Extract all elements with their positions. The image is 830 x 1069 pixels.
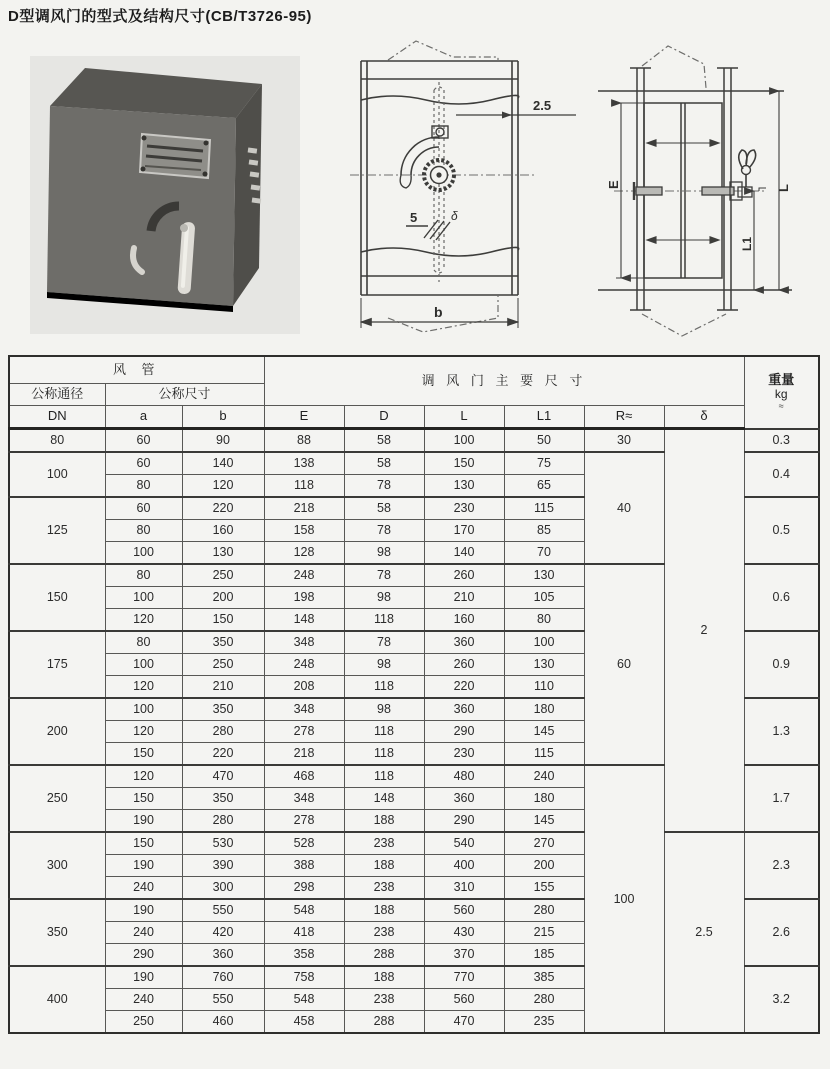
b-cell: 210 <box>182 676 264 699</box>
d-cell: 118 <box>344 765 424 788</box>
a-cell: 80 <box>105 475 182 498</box>
b-cell: 530 <box>182 832 264 855</box>
b-cell: 350 <box>182 788 264 810</box>
l1-cell: 180 <box>504 698 584 721</box>
l-cell: 290 <box>424 721 504 743</box>
e-cell: 118 <box>264 475 344 498</box>
a-cell: 60 <box>105 452 182 475</box>
d-cell: 98 <box>344 654 424 676</box>
l1-cell: 185 <box>504 944 584 967</box>
l-cell: 260 <box>424 564 504 587</box>
svg-text:b: b <box>434 304 443 320</box>
a-cell: 100 <box>105 698 182 721</box>
header-b: b <box>182 406 264 429</box>
l1-cell: 235 <box>504 1011 584 1034</box>
a-cell: 250 <box>105 1011 182 1034</box>
e-cell: 548 <box>264 899 344 922</box>
e-cell: 548 <box>264 989 344 1011</box>
b-cell: 550 <box>182 989 264 1011</box>
b-cell: 360 <box>182 944 264 967</box>
a-cell: 290 <box>105 944 182 967</box>
dim-l1 <box>740 188 766 290</box>
r-cell: 60 <box>584 564 664 765</box>
l-cell: 360 <box>424 788 504 810</box>
l-cell: 560 <box>424 899 504 922</box>
header-l1: L1 <box>504 406 584 429</box>
weld-callout <box>406 209 458 240</box>
l1-cell: 180 <box>504 788 584 810</box>
b-cell: 160 <box>182 520 264 542</box>
header-delta: δ <box>664 406 744 429</box>
e-cell: 528 <box>264 832 344 855</box>
weight-cell: 2.3 <box>744 832 819 899</box>
table-body <box>9 429 819 1034</box>
d-cell: 98 <box>344 698 424 721</box>
d-cell: 188 <box>344 810 424 833</box>
dn-cell: 150 <box>9 564 105 631</box>
b-cell: 420 <box>182 922 264 944</box>
dn-cell: 100 <box>9 452 105 497</box>
e-cell: 218 <box>264 743 344 766</box>
b-cell: 120 <box>182 475 264 498</box>
l-cell: 130 <box>424 475 504 498</box>
l-cell: 170 <box>424 520 504 542</box>
e-cell: 758 <box>264 966 344 989</box>
section-cut-line <box>388 41 498 332</box>
weight-unit: kg <box>774 386 788 401</box>
a-cell: 240 <box>105 922 182 944</box>
l1-cell: 115 <box>504 743 584 766</box>
header-dn-label: 公称通径 <box>9 384 105 406</box>
e-cell: 418 <box>264 922 344 944</box>
e-cell: 208 <box>264 676 344 699</box>
l1-cell: 215 <box>504 922 584 944</box>
header-dn: DN <box>9 406 105 429</box>
svg-text:δ: δ <box>451 209 458 223</box>
front-view-drawing <box>348 38 598 340</box>
d-cell: 238 <box>344 832 424 855</box>
e-cell: 218 <box>264 497 344 520</box>
weight-cell: 0.6 <box>744 564 819 631</box>
e-cell: 148 <box>264 609 344 632</box>
l1-cell: 130 <box>504 654 584 676</box>
a-cell: 240 <box>105 877 182 900</box>
spindle-and-wingnut <box>634 150 756 200</box>
b-cell: 90 <box>182 429 264 453</box>
header-a: a <box>105 406 182 429</box>
l-cell: 400 <box>424 855 504 877</box>
table-header <box>9 356 819 429</box>
a-cell: 100 <box>105 654 182 676</box>
l-cell: 230 <box>424 497 504 520</box>
dn-cell: 250 <box>9 765 105 832</box>
d-cell: 58 <box>344 497 424 520</box>
dn-cell: 400 <box>9 966 105 1033</box>
d-cell: 78 <box>344 475 424 498</box>
r-cell: 100 <box>584 765 664 1033</box>
l-cell: 260 <box>424 654 504 676</box>
l1-cell: 385 <box>504 966 584 989</box>
l1-cell: 115 <box>504 497 584 520</box>
l-cell: 360 <box>424 698 504 721</box>
a-cell: 60 <box>105 497 182 520</box>
l1-cell: 65 <box>504 475 584 498</box>
l-cell: 540 <box>424 832 504 855</box>
a-cell: 80 <box>105 564 182 587</box>
b-cell: 300 <box>182 877 264 900</box>
d-cell: 188 <box>344 899 424 922</box>
header-weight <box>744 356 819 429</box>
damper-photo <box>30 56 300 334</box>
l1-cell: 200 <box>504 855 584 877</box>
b-cell: 250 <box>182 564 264 587</box>
header-e: E <box>264 406 344 429</box>
d-cell: 188 <box>344 966 424 989</box>
dim-wall-thickness <box>456 98 576 119</box>
l-cell: 430 <box>424 922 504 944</box>
a-cell: 100 <box>105 587 182 609</box>
b-cell: 250 <box>182 654 264 676</box>
b-cell: 390 <box>182 855 264 877</box>
l1-cell: 80 <box>504 609 584 632</box>
l-cell: 560 <box>424 989 504 1011</box>
dn-cell: 300 <box>9 832 105 899</box>
d-cell: 58 <box>344 429 424 453</box>
header-duct: 风 管 <box>9 356 264 384</box>
l-cell: 370 <box>424 944 504 967</box>
b-cell: 350 <box>182 631 264 654</box>
l-cell: 310 <box>424 877 504 900</box>
a-cell: 120 <box>105 676 182 699</box>
l1-cell: 145 <box>504 810 584 833</box>
d-cell: 118 <box>344 609 424 632</box>
header-d: D <box>344 406 424 429</box>
b-cell: 280 <box>182 810 264 833</box>
a-cell: 80 <box>105 520 182 542</box>
d-cell: 148 <box>344 788 424 810</box>
weight-cell: 3.2 <box>744 966 819 1033</box>
delta-cell: 2 <box>664 429 744 833</box>
e-cell: 458 <box>264 1011 344 1034</box>
weight-cell: 0.9 <box>744 631 819 698</box>
l1-cell: 155 <box>504 877 584 900</box>
a-cell: 150 <box>105 788 182 810</box>
l-cell: 360 <box>424 631 504 654</box>
dn-cell: 175 <box>9 631 105 698</box>
d-cell: 118 <box>344 721 424 743</box>
header-main-dims: 调 风 门 主 要 尺 寸 <box>264 356 744 406</box>
weight-cell: 0.3 <box>744 429 819 453</box>
e-cell: 88 <box>264 429 344 453</box>
e-cell: 278 <box>264 721 344 743</box>
l1-cell: 240 <box>504 765 584 788</box>
svg-text:L: L <box>776 184 791 192</box>
page-title: D型调风门的型式及结构尺寸(CB/T3726-95) <box>8 8 312 25</box>
d-cell: 238 <box>344 922 424 944</box>
b-cell: 470 <box>182 765 264 788</box>
a-cell: 80 <box>105 631 182 654</box>
svg-text:L1: L1 <box>740 236 754 251</box>
l-cell: 100 <box>424 429 504 453</box>
table-row <box>9 429 819 453</box>
svg-text:E: E <box>606 180 621 189</box>
e-cell: 348 <box>264 698 344 721</box>
e-cell: 248 <box>264 654 344 676</box>
dn-cell: 200 <box>9 698 105 765</box>
side-view-drawing <box>594 38 830 345</box>
e-cell: 248 <box>264 564 344 587</box>
e-cell: 278 <box>264 810 344 833</box>
a-cell: 190 <box>105 810 182 833</box>
d-cell: 98 <box>344 542 424 565</box>
e-cell: 158 <box>264 520 344 542</box>
l1-cell: 270 <box>504 832 584 855</box>
l-cell: 210 <box>424 587 504 609</box>
l-cell: 160 <box>424 609 504 632</box>
header-nominal-size: 公称尺寸 <box>105 384 264 406</box>
l1-cell: 110 <box>504 676 584 699</box>
r-cell: 30 <box>584 429 664 453</box>
weight-cell: 1.3 <box>744 698 819 765</box>
l1-cell: 105 <box>504 587 584 609</box>
d-cell: 78 <box>344 631 424 654</box>
l1-cell: 280 <box>504 899 584 922</box>
l1-cell: 100 <box>504 631 584 654</box>
e-cell: 388 <box>264 855 344 877</box>
d-cell: 78 <box>344 520 424 542</box>
d-cell: 58 <box>344 452 424 475</box>
b-cell: 220 <box>182 743 264 766</box>
weight-cell: 1.7 <box>744 765 819 832</box>
dim-b <box>361 298 518 328</box>
weight-cell: 2.6 <box>744 899 819 966</box>
b-cell: 150 <box>182 609 264 632</box>
e-cell: 348 <box>264 631 344 654</box>
e-cell: 128 <box>264 542 344 565</box>
header-r: R≈ <box>584 406 664 429</box>
dim-l <box>776 91 791 290</box>
table-row <box>9 832 819 855</box>
weight-title: 重量 <box>768 371 795 387</box>
b-cell: 140 <box>182 452 264 475</box>
dn-cell: 350 <box>9 899 105 966</box>
e-cell: 468 <box>264 765 344 788</box>
l1-cell: 145 <box>504 721 584 743</box>
l-cell: 470 <box>424 1011 504 1034</box>
b-cell: 460 <box>182 1011 264 1034</box>
a-cell: 150 <box>105 832 182 855</box>
b-cell: 130 <box>182 542 264 565</box>
l-cell: 230 <box>424 743 504 766</box>
l1-cell: 130 <box>504 564 584 587</box>
a-cell: 190 <box>105 966 182 989</box>
d-cell: 98 <box>344 587 424 609</box>
d-cell: 288 <box>344 944 424 967</box>
dn-cell: 125 <box>9 497 105 564</box>
svg-text:2.5: 2.5 <box>533 98 552 113</box>
l1-cell: 280 <box>504 989 584 1011</box>
weight-cell: 0.4 <box>744 452 819 497</box>
e-cell: 358 <box>264 944 344 967</box>
a-cell: 240 <box>105 989 182 1011</box>
dn-cell: 80 <box>9 429 105 453</box>
b-cell: 200 <box>182 587 264 609</box>
a-cell: 60 <box>105 429 182 453</box>
e-cell: 138 <box>264 452 344 475</box>
r-cell: 40 <box>584 452 664 564</box>
b-cell: 350 <box>182 698 264 721</box>
weight-cell: 0.5 <box>744 497 819 564</box>
l-cell: 480 <box>424 765 504 788</box>
a-cell: 190 <box>105 899 182 922</box>
a-cell: 120 <box>105 721 182 743</box>
e-cell: 348 <box>264 788 344 810</box>
e-cell: 298 <box>264 877 344 900</box>
b-cell: 760 <box>182 966 264 989</box>
a-cell: 100 <box>105 542 182 565</box>
d-cell: 118 <box>344 743 424 766</box>
delta-cell: 2.5 <box>664 832 744 1033</box>
a-cell: 150 <box>105 743 182 766</box>
d-cell: 238 <box>344 877 424 900</box>
dimension-table <box>8 355 820 1034</box>
l1-cell: 50 <box>504 429 584 453</box>
l-cell: 220 <box>424 676 504 699</box>
l1-cell: 75 <box>504 452 584 475</box>
l-cell: 150 <box>424 452 504 475</box>
d-cell: 118 <box>344 676 424 699</box>
d-cell: 188 <box>344 855 424 877</box>
b-cell: 550 <box>182 899 264 922</box>
l1-cell: 85 <box>504 520 584 542</box>
e-cell: 198 <box>264 587 344 609</box>
a-cell: 190 <box>105 855 182 877</box>
b-cell: 220 <box>182 497 264 520</box>
l-cell: 290 <box>424 810 504 833</box>
d-cell: 238 <box>344 989 424 1011</box>
d-cell: 78 <box>344 564 424 587</box>
svg-text:5: 5 <box>410 210 418 225</box>
d-cell: 288 <box>344 1011 424 1034</box>
weight-approx: ≈ <box>778 401 784 412</box>
b-cell: 280 <box>182 721 264 743</box>
l-cell: 770 <box>424 966 504 989</box>
l1-cell: 70 <box>504 542 584 565</box>
header-l: L <box>424 406 504 429</box>
l-cell: 140 <box>424 542 504 565</box>
a-cell: 120 <box>105 765 182 788</box>
a-cell: 120 <box>105 609 182 632</box>
